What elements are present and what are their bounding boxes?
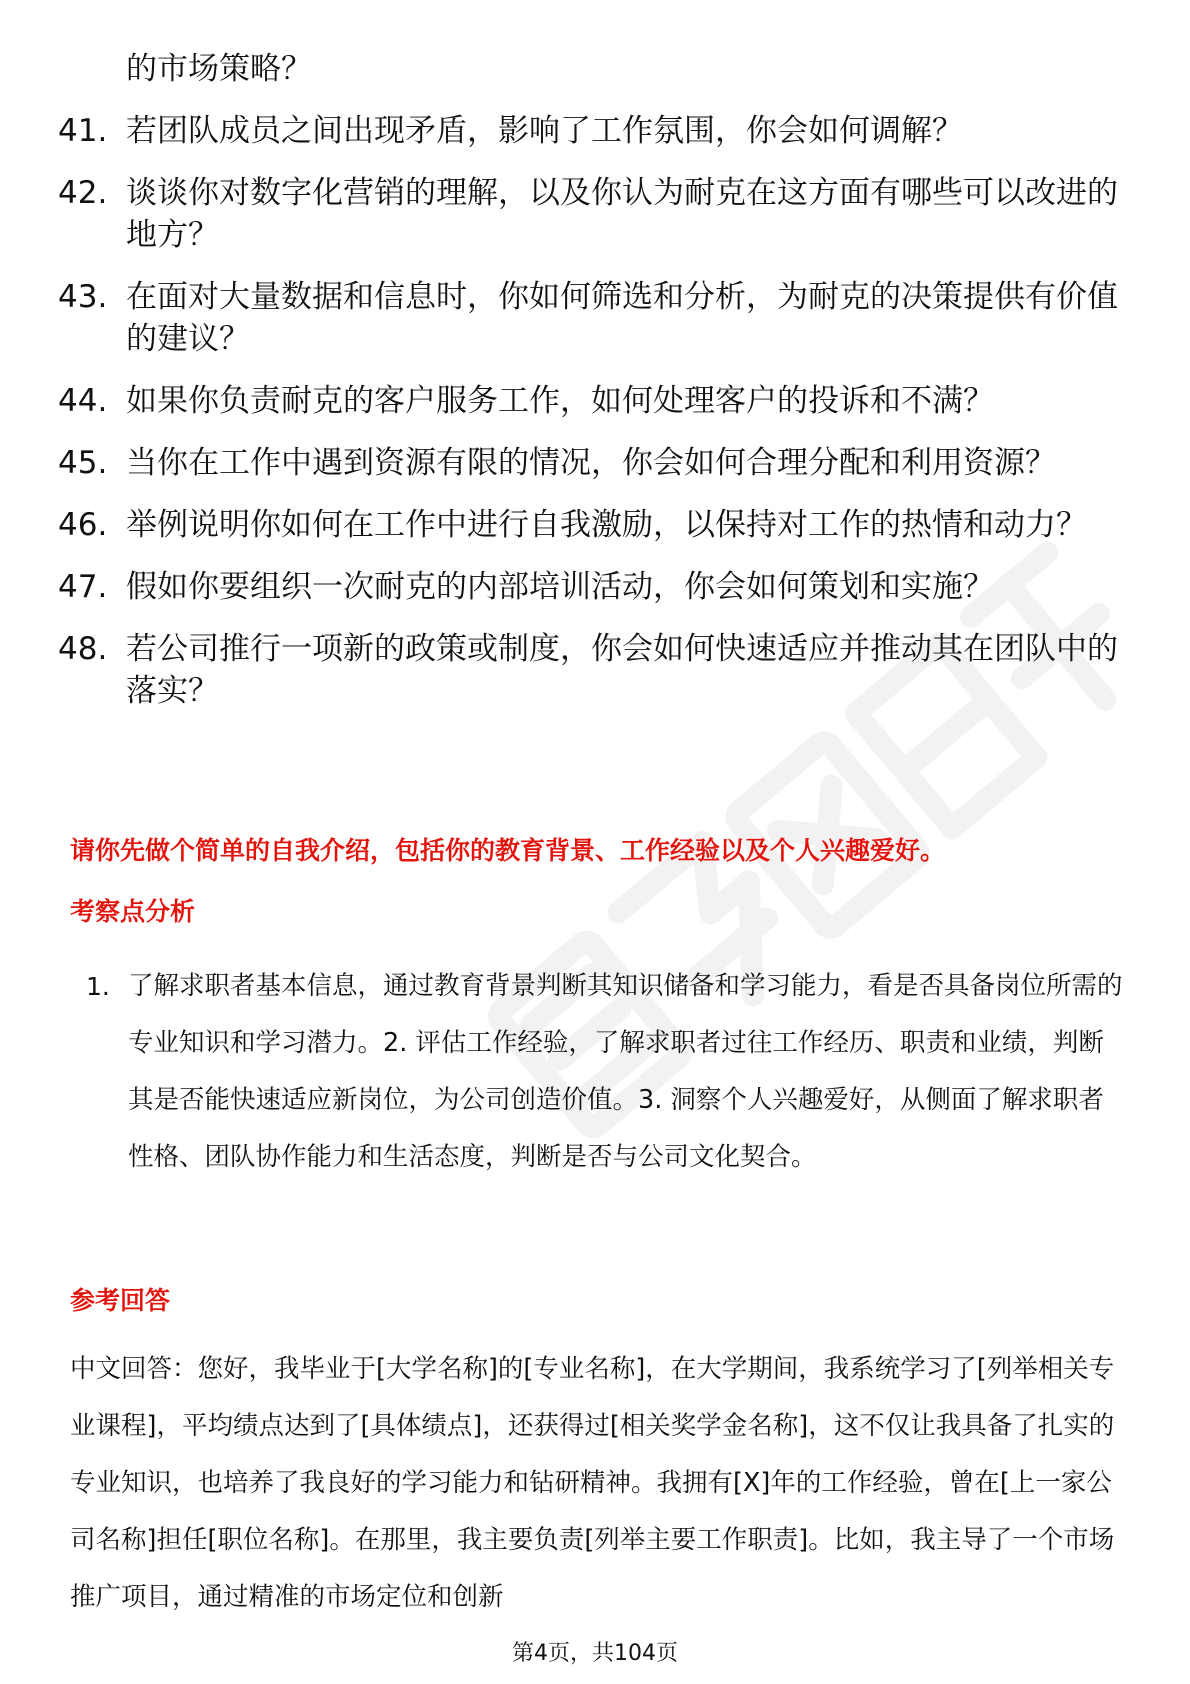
analysis-number: 1. xyxy=(86,972,110,1001)
question-number: 48. xyxy=(58,631,108,667)
question-text: 若公司推行一项新的政策或制度，你会如何快速适应并推动其在团队中的落实？ xyxy=(126,631,1118,709)
question-number: 41. xyxy=(58,113,108,149)
question-text: 当你在工作中遇到资源有限的情况，你会如何合理分配和利用资源？ xyxy=(126,445,1056,481)
question-item xyxy=(58,172,1118,256)
question-item xyxy=(58,276,1118,360)
featured-question-heading: 请你先做个简单的自我介绍，包括你的教育背景、工作经验以及个人兴趣爱好。 xyxy=(70,836,946,865)
question-number: 44. xyxy=(58,383,108,419)
question-item xyxy=(58,504,1118,546)
question-number: 45. xyxy=(58,445,108,481)
analysis-text: 了解求职者基本信息，通过教育背景判断其知识储备和学习能力，看是否具备岗位所需的专业知识和学习潜力。2. 评估工作经验，了解求职者过往工作经历、职责和业绩，判断其是否能快速适应新岗位，为公司创造价值。3. 洞察个人兴趣爱好，从侧面了解求职者性格、团队协作能力和生活态度，判断是否与公司文化契合。 xyxy=(128,971,1123,1172)
question-item xyxy=(58,628,1118,712)
question-text: 谈谈你对数字化营销的理解，以及你认为耐克在这方面有哪些可以改进的地方？ xyxy=(126,175,1118,253)
question-item xyxy=(58,110,1118,152)
question-number: 47. xyxy=(58,569,108,605)
page-number-footer: 第4页，共104页 xyxy=(512,1641,678,1666)
question-number: 42. xyxy=(58,175,108,211)
question-number: 43. xyxy=(58,279,108,315)
question-item xyxy=(58,380,1118,422)
question-text: 在面对大量数据和信息时，你如何筛选和分析，为耐克的决策提供有价值的建议？ xyxy=(126,279,1118,357)
question-text: 如果你负责耐克的客户服务工作，如何处理客户的投诉和不满？ xyxy=(126,383,994,419)
question-text: 若团队成员之间出现矛盾，影响了工作氛围，你会如何调解？ xyxy=(126,113,963,149)
answer-heading: 参考回答 xyxy=(70,1286,171,1315)
question-text: 假如你要组织一次耐克的内部培训活动，你会如何策划和实施？ xyxy=(126,569,994,605)
answer-text: 中文回答：您好，我毕业于[大学名称]的[专业名称]，在大学期间，我系统学习了[列举相关专业课程]，平均绩点达到了[具体绩点]，还获得过[相关奖学金名称]，这不仅让我具备了扎实的专业知识，也培养了我良好的学习能力和钻研精神。我拥有[X]年的工作经验，曾在[上一家公司名称]担任[职位名称]。在那里，我主要负责[列举主要工作职责]。比如，我主导了一个市场推广项目，通过精准的市场定位和创新 xyxy=(70,1354,1115,1612)
question-list xyxy=(58,48,1118,732)
question-text: 举例说明你如何在工作中进行自我激励，以保持对工作的热情和动力？ xyxy=(126,507,1087,543)
question-item xyxy=(58,442,1118,484)
analysis-list-item xyxy=(86,958,1126,1186)
question-item xyxy=(58,566,1118,608)
question-continuation: 的市场策略？ xyxy=(126,51,312,87)
analysis-heading: 考察点分析 xyxy=(70,897,196,926)
question-number: 46. xyxy=(58,507,108,543)
